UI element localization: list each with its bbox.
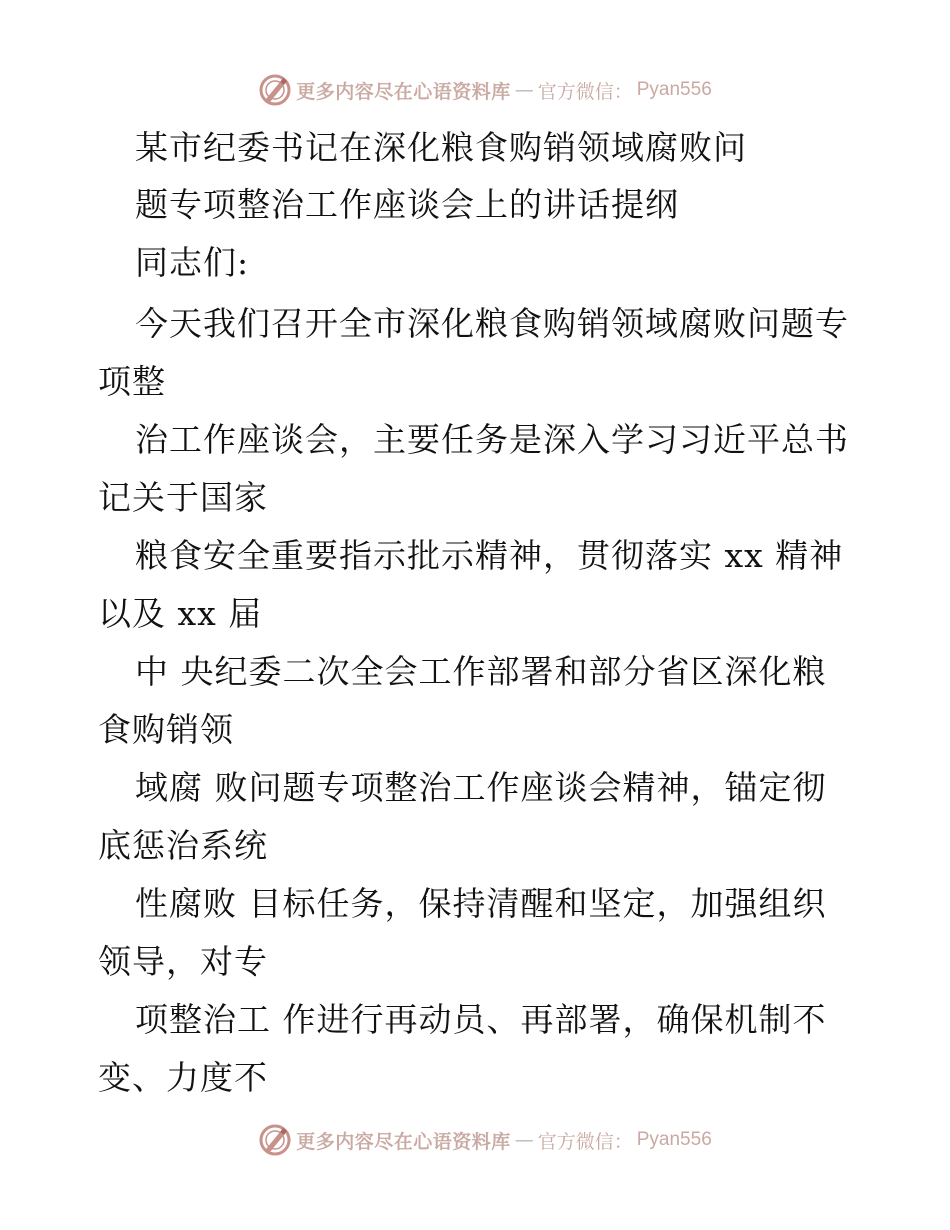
header-watermark	[0, 70, 950, 110]
body-line: 记关于国家	[98, 478, 268, 517]
footer-wechat-id: Pyan556	[636, 1129, 712, 1150]
body-line: 域腐 败问题专项整治工作座谈会精神，锚定彻	[135, 768, 827, 807]
body-line: 底惩治系统	[98, 826, 268, 865]
body-line: 今天我们召开全市深化粮食购销领域腐败问题专	[135, 304, 849, 343]
body-line: 变、力度不	[98, 1058, 268, 1097]
footer-watermark	[0, 1120, 950, 1160]
title-line-1: 某市纪委书记在深化粮食购销领域腐败问	[135, 128, 747, 167]
title-line-2: 题专项整治工作座谈会上的讲话提纲	[135, 185, 679, 224]
header-wechat-id: Pyan556	[636, 79, 712, 100]
body-line: 食购销领	[98, 710, 234, 749]
body-line: 以及 xx 届	[98, 594, 263, 633]
salutation: 同志们:	[135, 243, 250, 282]
body-line: 治工作座谈会，主要任务是深入学习习近平总书	[135, 420, 849, 459]
footer-promo-text: 更多内容尽在心语资料库	[296, 1130, 511, 1153]
header-promo-text: 更多内容尽在心语资料库	[296, 80, 511, 103]
footer-watermark-inner	[258, 1123, 712, 1157]
body-line: 项整治工 作进行再动员、再部署，确保机制不	[135, 1000, 827, 1039]
header-watermark-inner	[258, 73, 712, 107]
header-official-label: 官方微信：	[537, 80, 633, 103]
body-line: 领导，对专	[98, 942, 268, 981]
footer-official-label: 官方微信：	[537, 1130, 633, 1153]
body-line: 性腐败 目标任务，保持清醒和坚定，加强组织	[135, 884, 827, 923]
pen-logo-icon	[258, 1123, 292, 1157]
body-line: 粮食安全重要指示批示精神，贯彻落实 xx 精神	[135, 536, 844, 575]
footer-separator: —	[514, 1129, 534, 1151]
pen-logo-icon	[258, 73, 292, 107]
body-line: 项整	[98, 362, 166, 401]
header-separator: —	[514, 79, 534, 101]
body-line: 中 央纪委二次全会工作部署和部分省区深化粮	[135, 652, 827, 691]
